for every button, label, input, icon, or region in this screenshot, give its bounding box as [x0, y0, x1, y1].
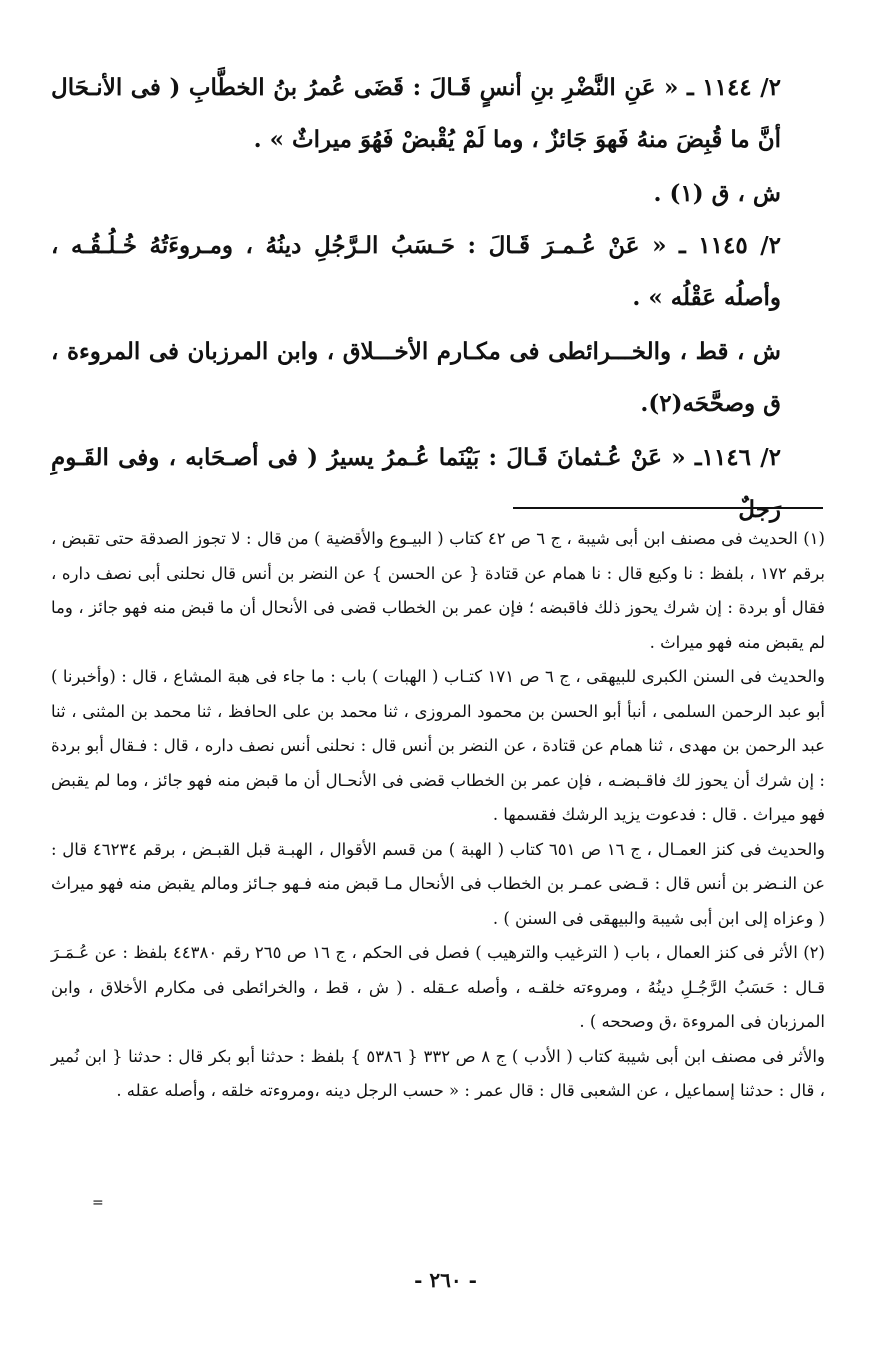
hadith-1146: ٢/ ١١٤٦ـ « عَنْ عُـثمانَ قَـالَ : بَيْنَما عُـمرُ يسيرُ ( فى أصـحَابه ، وفى القَـومِ رَجلٌ — [51, 444, 781, 523]
footnotes-block — [51, 522, 825, 1109]
footnote-1-kanz: والحديث فى كنز العمـال ، ج ١٦ ص ٦٥١ كتاب ( الهبة ) من قسم الأقوال ، الهبـة قبل القبـض ، برقم ٤٦٢٣٤ قال : عن النـضر بن أنس قال : قـضى عمـر بن الخطاب فى الأنحال مـا قبض منه فـهو جـائز ومالم يقبض منه فهو ميراث ( وعزاه إلى ابن أبى شيبة والبيهقى فى السنن ) . — [51, 839, 825, 928]
page-number: - ٢٦٠ - — [414, 1268, 477, 1292]
footnote-1: (١) الحديث فى مصنف ابن أبى شيبة ، ج ٦ ص ٤٢ كتاب ( البيـوع والأقضية ) من قال : لا تجوز الصدقة حتى تقبض ، برقم ١٧٢ ، بلفظ : نا وكيع قال : نا همام عن قتادة { عن الحسن } عن النضر بن أنس قال نحلنى أبى نصف داره ، فقال أو بردة : إن شرك يحوز ذلك فاقبضه ؛ فإن عمر بن الخطاب قضى فى الأنحال أن ما قبض منه فهو جائز ، وما لم يقبض منه فهو ميراث . — [51, 529, 826, 652]
continuation-mark: = — [92, 1195, 104, 1211]
footnote-1-bayhaqi: والحديث فى السنن الكبرى للبيهقى ، ج ٦ ص ١٧١ كتـاب ( الهبات ) باب : ما جاء فى هبة المشاع ، قال : (وأخبرنا ) أبو عبد الرحمن السلمى ، أنبأ أبو الحسن بن محمود المروزى ، ثنا محمد بن على الحافظ ، ثنا محمد بن المثنى ، ثنا عبد الرحمن بن مهدى ، ثنا همام عن قتادة ، عن النضر بن أنس قال : نحلنى أنس نصف داره ، قال : فـقال أبو بردة : إن شرك أن يحوز لك فاقـبضـه ، فإن عمر بن الخطاب قضى فى الأنحـال أن ما قبض منه فهو جائز ، وما لم يقبض فهو ميراث . قال : فدعوت يزيد الرشك فقسمها . — [51, 667, 825, 824]
footnote-2: (٢) الأثر فى كنز العمال ، باب ( الترغيب والترهيب ) فصل فى الحكم ، ج ١٦ ص ٢٦٥ رقم ٤٤٣٨٠ بلفظ : عن عُـمَـرَ قـال : حَسَبُ الرَّجُـلِ دينُهُ ، ومروءته خلقـه ، وأصله عـقله . ( ش ، قط ، والخرائطى فى مكارم الأخلاق ، وابن المرزبان فى المروءة ،ق وصححه ) . — [51, 943, 825, 1031]
footnote-divider — [513, 507, 823, 509]
footnote-2-musannaf: والأثر فى مصنف ابن أبى شيبة كتاب ( الأدب ) ج ٨ ص ٣٣٢ { ٥٣٨٦ } بلفظ : حدثنا أبو بكر قال : حدثنا { ابن نُمير ، قال : حدثنا إسماعيل ، عن الشعبى قال : قال عمر : « حسب الرجل دينه ،ومروءته خلقه ، وأصله عقله . — [51, 1046, 825, 1100]
hadith-1144: ٢/ ١١٤٤ ـ « عَنِ النَّضْرِ بنِ أنسٍ قَـالَ : قَضَى عُمرُ بنُ الخطَّابِ ( فى الأنـحَال أنَّ ما قُبِضَ منهُ فَهوَ جَائزٌ ، وما لَمْ يُقْبضْ فَهُوَ ميراثٌ » . — [51, 74, 781, 153]
hadith-1145: ٢/ ١١٤٥ ـ « عَنْ عُـمـرَ قَـالَ : حَـسَبُ الـرَّجُلِ دينُهُ ، ومـروءَتُهُ خُـلُـقُـه ، وأصلُه عَقْلُه » . — [51, 232, 781, 311]
main-text-block — [51, 62, 821, 538]
hadith-1144-source: ش ، ق (١) . — [653, 180, 781, 207]
hadith-1145-source: ش ، قط ، والخـــرائطى فى مكـارم الأخـــلاق ، وابن المرزبان فى المروءة ، ق وصحَّحَه(٢). — [51, 338, 781, 417]
